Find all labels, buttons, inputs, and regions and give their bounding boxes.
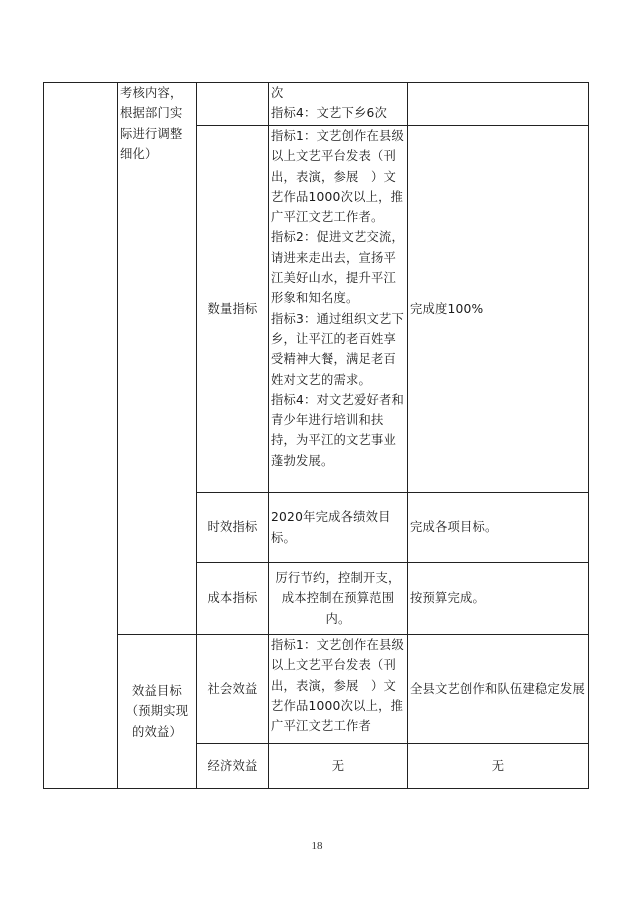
page-number: 18 [311, 840, 323, 852]
content-paragraph: 指标1：文艺创作在县级以上文艺平台发表（刊出，表演，参展 ）文艺作品1000次以上，推广平江文艺工作者。 [271, 129, 404, 225]
indicator-cell [197, 126, 269, 493]
category-text: 效益目标（预期实现的效益） [125, 684, 189, 739]
content-cell [269, 563, 408, 635]
value-cell [408, 563, 589, 635]
first-column-cell [44, 83, 118, 789]
indicator-cell [197, 83, 269, 126]
table-row [44, 635, 589, 744]
content-line: 次 [271, 86, 284, 100]
value-cell [408, 493, 589, 563]
content-line: 指标4：文艺下乡6次 [271, 106, 388, 121]
content-paragraph: 指标3：通过组织文艺下乡，让平江的老百姓享受精神大餐，满足老百姓对文艺的需求。 [271, 311, 404, 387]
content-cell [269, 744, 408, 789]
category-cell [118, 83, 197, 635]
indicator-cell [197, 493, 269, 563]
content-cell [269, 493, 408, 563]
content-cell [269, 635, 408, 744]
category-cell [118, 635, 197, 789]
content-paragraph: 指标4：对文艺爱好者和青少年进行培训和扶持，为平江的文艺事业蓬勃发展。 [271, 392, 404, 468]
content-text: 2020年完成各绩效目标。 [271, 510, 391, 545]
indicator-label: 数量指标 [207, 301, 258, 316]
performance-goals-table [43, 82, 589, 789]
value-text: 全县文艺创作和队伍建稳定发展 [410, 681, 585, 696]
content-cell [269, 83, 408, 126]
content-text: 无 [331, 758, 345, 773]
value-cell [408, 635, 589, 744]
value-text: 完成度100% [410, 301, 484, 316]
value-text: 完成各项目标。 [410, 520, 498, 535]
indicator-cell [197, 635, 269, 744]
indicator-label: 社会效益 [207, 681, 258, 696]
category-text: 考核内容，根据部门实际进行调整细化） [120, 86, 183, 161]
content-text: 指标1：文艺创作在县级以上文艺平台发表（刊出，表演，参展 ）文艺作品1000次以上，推广平江文艺工作者 [271, 638, 404, 734]
indicator-cell [197, 744, 269, 789]
content-cell [269, 126, 408, 493]
content-paragraph: 指标2：促进文艺交流，请进来走出去，宣扬平江美好山水，提升平江形象和知名度。 [271, 230, 404, 306]
indicator-cell [197, 563, 269, 635]
indicator-label: 时效指标 [207, 520, 258, 535]
content-text: 厉行节约，控制开支，成本控制在预算范围内。 [275, 571, 401, 626]
indicator-label: 成本指标 [207, 591, 258, 606]
indicator-label: 经济效益 [207, 758, 258, 773]
value-cell [408, 83, 589, 126]
value-text: 无 [491, 758, 505, 773]
value-cell [408, 744, 589, 789]
value-cell [408, 126, 589, 493]
value-text: 按预算完成。 [410, 591, 485, 606]
table-row [44, 83, 589, 126]
